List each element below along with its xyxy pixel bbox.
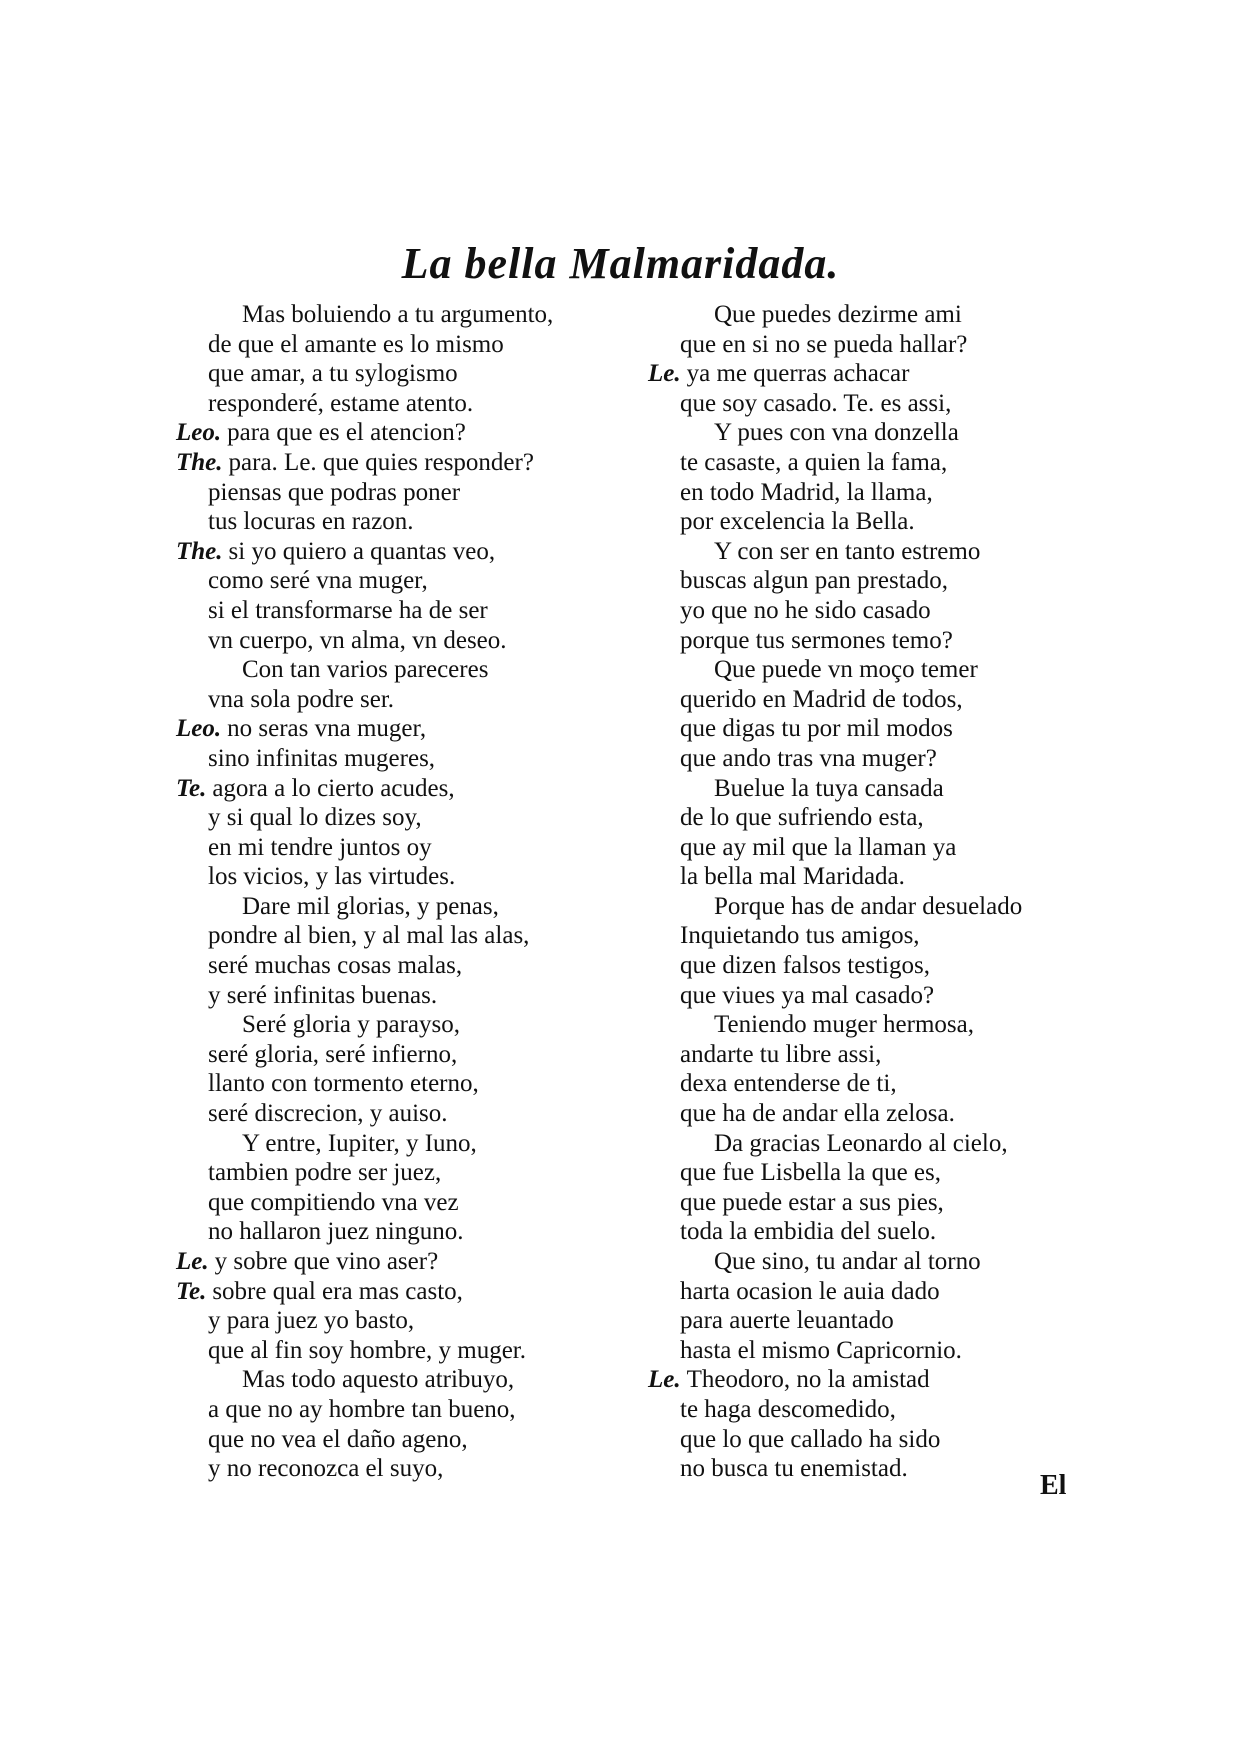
verse-text: buscas algun pan prestado, [680, 567, 948, 595]
verse-line [176, 951, 626, 981]
verse-line [176, 892, 626, 922]
verse-text: en mi tendre juntos oy [208, 833, 432, 861]
verse-line [176, 1336, 626, 1366]
verse-text: querido en Madrid de todos, [680, 685, 963, 713]
verse-text: piensas que podras poner [208, 478, 461, 506]
right-column [648, 300, 1088, 1484]
verse-line [648, 1336, 1088, 1366]
verse-text: y seré infinitas buenas. [208, 981, 438, 1009]
speaker-label: Leo. [176, 419, 222, 447]
verse-line [648, 1158, 1088, 1188]
verse-line [648, 1188, 1088, 1218]
verse-text: y sobre que vino aser? [214, 1248, 439, 1275]
verse-text: que fue Lisbella la que es, [680, 1159, 942, 1187]
verse-text: que ando tras vna muger? [680, 744, 937, 772]
verse-text: Buelue la tuya cansada [714, 774, 944, 802]
verse-line [648, 300, 1088, 330]
catchword: El [1040, 1470, 1067, 1501]
verse-text: Mas boluiendo a tu argumento, [242, 301, 554, 328]
verse-line [176, 359, 626, 389]
verse-line [176, 596, 626, 626]
verse-text: yo que no he sido casado [680, 596, 931, 624]
verse-text: Mas todo aquesto atribuyo, [242, 1366, 515, 1394]
verse-text: Inquietando tus amigos, [680, 922, 920, 950]
verse-text: los vicios, y las virtudes. [208, 863, 456, 891]
verse-line [176, 744, 626, 774]
verse-line [176, 1247, 626, 1277]
verse-line [648, 1306, 1088, 1336]
verse-text: dexa entenderse de ti, [680, 1070, 897, 1098]
verse-text: responderé, estame atento. [208, 389, 474, 417]
verse-line [176, 833, 626, 863]
verse-line [648, 418, 1088, 448]
verse-text: seré gloria, seré infierno, [208, 1040, 458, 1068]
verse-line [176, 774, 626, 804]
verse-line [176, 330, 626, 360]
verse-line [648, 921, 1088, 951]
verse-line [648, 892, 1088, 922]
verse-line [176, 1217, 626, 1247]
verse-line [648, 330, 1088, 360]
verse-line [176, 1040, 626, 1070]
verse-text: seré discrecion, y auiso. [208, 1100, 448, 1128]
speaker-label: The. [176, 537, 223, 565]
verse-text: a que no ay hombre tan bueno, [208, 1395, 516, 1423]
verse-text: Theodoro, no la amistad [686, 1366, 930, 1394]
verse-line [648, 1425, 1088, 1455]
verse-line [648, 981, 1088, 1011]
verse-text: que digas tu por mil modos [680, 715, 953, 743]
verse-line [648, 1217, 1088, 1247]
verse-text: que amar, a tu sylogismo [208, 360, 458, 388]
verse-text: Con tan varios pareceres [242, 656, 489, 684]
verse-line [176, 862, 626, 892]
verse-text: para que es el atencion? [227, 419, 466, 447]
verse-text: harta ocasion le auia dado [680, 1277, 940, 1305]
speaker-label: Le. [648, 360, 681, 388]
verse-text: que lo que callado ha sido [680, 1425, 941, 1453]
verse-line [648, 714, 1088, 744]
verse-text: sobre qual era mas casto, [212, 1277, 463, 1305]
speaker-label: Te. [176, 774, 207, 802]
verse-text: Que sino, tu andar al torno [714, 1248, 981, 1275]
verse-line [648, 626, 1088, 656]
speaker-label: Le. [176, 1248, 209, 1275]
verse-text: Dare mil glorias, y penas, [242, 892, 499, 920]
verse-text: Que puedes dezirme ami [714, 301, 962, 328]
verse-line [648, 1040, 1088, 1070]
verse-text: que en si no se pueda hallar? [680, 330, 968, 358]
verse-text: vna sola podre ser. [208, 685, 395, 713]
verse-line [176, 1010, 626, 1040]
verse-line [648, 448, 1088, 478]
verse-text: que al fin soy hombre, y muger. [208, 1336, 526, 1364]
verse-text: no hallaron juez ninguno. [208, 1218, 464, 1246]
verse-text: que dizen falsos testigos, [680, 952, 930, 980]
verse-text: y si qual lo dizes soy, [208, 804, 422, 832]
verse-text: Que puede vn moço temer [714, 656, 978, 684]
speaker-label: The. [176, 448, 223, 476]
verse-text: ya me querras achacar [686, 360, 910, 388]
verse-line [176, 714, 626, 744]
verse-text: que ay mil que la llaman ya [680, 833, 957, 861]
verse-text: que no vea el daño ageno, [208, 1425, 468, 1453]
verse-line [176, 685, 626, 715]
verse-text: pondre al bien, y al mal las alas, [208, 922, 530, 950]
verse-line [176, 981, 626, 1011]
left-column [176, 300, 626, 1484]
verse-line [176, 1395, 626, 1425]
verse-text: de que el amante es lo mismo [208, 330, 504, 358]
verse-line [648, 478, 1088, 508]
verse-text: hasta el mismo Capricornio. [680, 1336, 962, 1364]
verse-text: llanto con tormento eterno, [208, 1070, 479, 1098]
verse-line [176, 566, 626, 596]
verse-line [176, 803, 626, 833]
verse-text: tus locuras en razon. [208, 508, 414, 536]
verse-line [648, 744, 1088, 774]
verse-line [176, 921, 626, 951]
verse-text: Da gracias Leonardo al cielo, [714, 1129, 1008, 1157]
verse-text: Y entre, Iupiter, y Iuno, [242, 1129, 477, 1157]
verse-line [176, 300, 626, 330]
verse-text: y no reconozca el suyo, [208, 1455, 444, 1483]
verse-line [648, 655, 1088, 685]
verse-line [648, 359, 1088, 389]
verse-text: toda la embidia del suelo. [680, 1218, 937, 1246]
verse-line [648, 596, 1088, 626]
verse-line [176, 1069, 626, 1099]
verse-line [176, 1099, 626, 1129]
verse-line [648, 1129, 1088, 1159]
verse-text: Porque has de andar desuelado [714, 892, 1023, 920]
verse-line [176, 418, 626, 448]
verse-line [648, 1365, 1088, 1395]
verse-line [648, 951, 1088, 981]
verse-line [648, 774, 1088, 804]
verse-text: Teniendo muger hermosa, [714, 1011, 974, 1039]
verse-text: en todo Madrid, la llama, [680, 478, 933, 506]
verse-text: como seré vna muger, [208, 567, 428, 595]
verse-line [648, 537, 1088, 567]
verse-text: Y con ser en tanto estremo [714, 537, 981, 565]
verse-line [648, 1247, 1088, 1277]
verse-line [648, 507, 1088, 537]
verse-line [648, 389, 1088, 419]
verse-text: porque tus sermones temo? [680, 626, 953, 654]
verse-line [176, 537, 626, 567]
verse-line [176, 507, 626, 537]
verse-text: para auerte leuantado [680, 1307, 894, 1335]
verse-text: si el transformarse ha de ser [208, 596, 488, 624]
verse-line [176, 626, 626, 656]
verse-text: la bella mal Maridada. [680, 863, 905, 891]
verse-text: agora a lo cierto acudes, [212, 774, 455, 802]
verse-line [648, 1099, 1088, 1129]
verse-line [176, 1425, 626, 1455]
verse-line [176, 655, 626, 685]
verse-text: tambien podre ser juez, [208, 1159, 442, 1187]
verse-line [648, 1010, 1088, 1040]
verse-line [176, 448, 626, 478]
verse-text: que ha de andar ella zelosa. [680, 1100, 955, 1128]
verse-text: sino infinitas mugeres, [208, 744, 436, 772]
verse-line [648, 1454, 1088, 1484]
verse-line [648, 862, 1088, 892]
verse-text: que puede estar a sus pies, [680, 1188, 944, 1216]
verse-line [648, 1395, 1088, 1425]
speaker-label: Le. [648, 1366, 681, 1394]
verse-text: no seras vna muger, [227, 715, 427, 743]
verse-text: que compitiendo vna vez [208, 1188, 459, 1216]
verse-line [176, 1365, 626, 1395]
verse-line [176, 1129, 626, 1159]
verse-line [648, 833, 1088, 863]
verse-line [648, 803, 1088, 833]
speaker-label: Leo. [176, 715, 222, 743]
verse-text: si yo quiero a quantas veo, [228, 537, 496, 565]
verse-text: Y pues con vna donzella [714, 419, 959, 447]
verse-line [176, 389, 626, 419]
verse-line [176, 1277, 626, 1307]
verse-text: que soy casado. Te. es assi, [680, 389, 952, 417]
verse-text: Seré gloria y parayso, [242, 1011, 460, 1039]
verse-line [176, 1306, 626, 1336]
verse-line [176, 478, 626, 508]
verse-text: y para juez yo basto, [208, 1307, 415, 1335]
verse-text: de lo que sufriendo esta, [680, 804, 924, 832]
verse-line [648, 1277, 1088, 1307]
verse-text: te haga descomedido, [680, 1395, 896, 1423]
verse-text: no busca tu enemistad. [680, 1455, 908, 1483]
verse-text: te casaste, a quien la fama, [680, 448, 948, 476]
verse-text: que viues ya mal casado? [680, 981, 935, 1009]
verse-line [176, 1158, 626, 1188]
verse-text: seré muchas cosas malas, [208, 952, 463, 980]
speaker-label: Te. [176, 1277, 207, 1305]
verse-text: andarte tu libre assi, [680, 1040, 882, 1068]
verse-line [176, 1188, 626, 1218]
verse-line [648, 685, 1088, 715]
verse-text: por excelencia la Bella. [680, 508, 915, 536]
verse-text: vn cuerpo, vn alma, vn deseo. [208, 626, 507, 654]
verse-line [648, 566, 1088, 596]
verse-line [176, 1454, 626, 1484]
verse-text: para. Le. que quies responder? [228, 448, 534, 476]
running-title: La bella Malmaridada. [401, 239, 840, 288]
verse-line [648, 1069, 1088, 1099]
